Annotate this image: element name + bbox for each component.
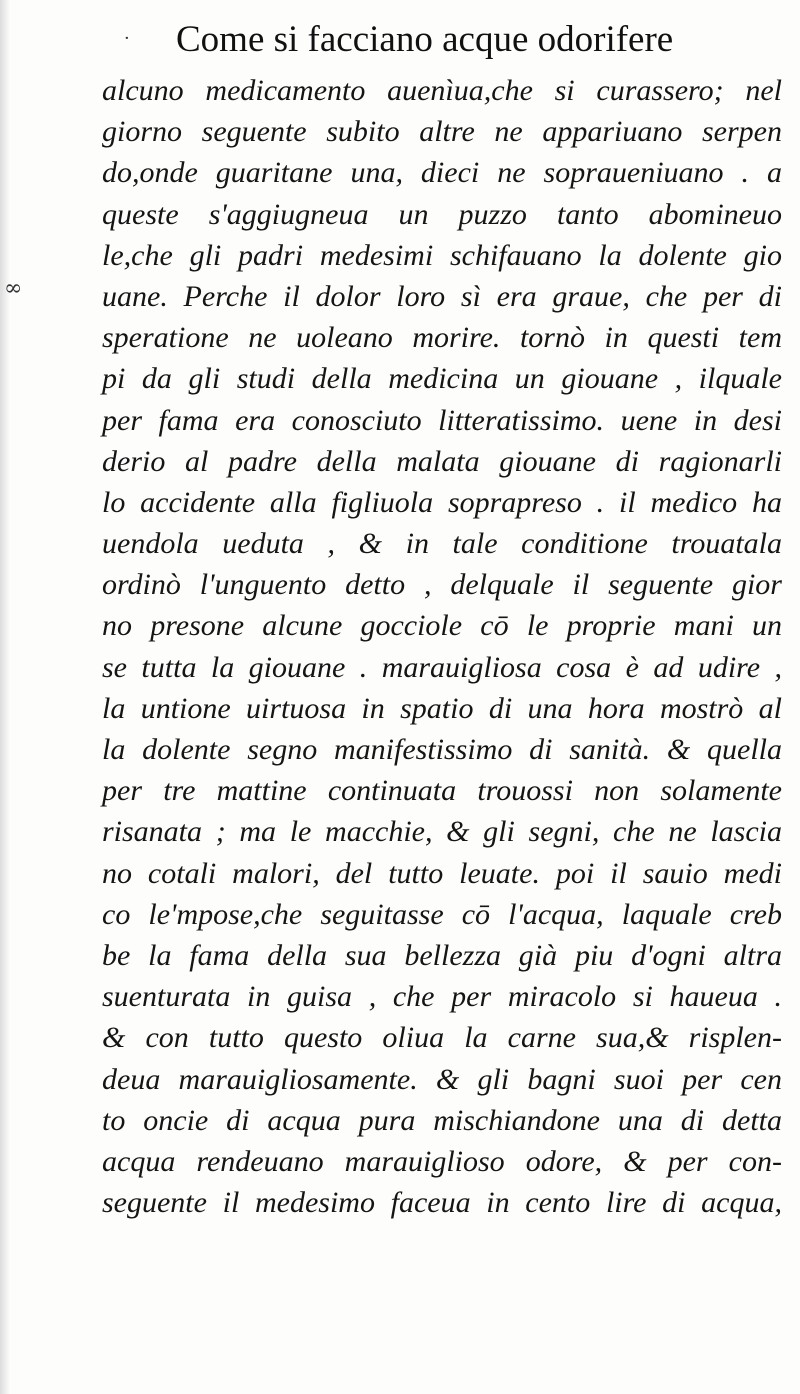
text-line: lo accidente alla figliuola soprapreso . il medico ha bbox=[102, 485, 782, 519]
text-line: ordinò l'unguento detto , delquale il seguente gior bbox=[102, 568, 782, 602]
text-line: no cotali malori, del tutto leuate. poi il sauio medi bbox=[102, 856, 782, 890]
text-line: do,onde guaritane una, dieci ne sopraueniuano . a bbox=[102, 156, 782, 190]
text-line: & con tutto questo oliua la carne sua,& risplen- bbox=[102, 1021, 782, 1055]
text-line: pi da gli studi della medicina un giouane , ilquale bbox=[102, 362, 782, 396]
text-line: suenturata in guisa , che per miracolo si haueua . bbox=[102, 980, 782, 1014]
text-line: uendola ueduta , & in tale conditione trouatala bbox=[102, 527, 782, 561]
text-line: to oncie di acqua pura mischiandone una di detta bbox=[102, 1103, 782, 1137]
gutter-shadow bbox=[0, 0, 10, 1394]
left-margin-mark: ∞ bbox=[4, 276, 23, 301]
text-line: risanata ; ma le macchie, & gli segni, che ne lascia bbox=[102, 815, 782, 849]
text-line: le,che gli padri medesimi schifauano la dolente gio bbox=[102, 238, 782, 272]
text-line: no presone alcune gocciole cō le proprie mani un bbox=[102, 609, 782, 643]
text-line: alcuno medicamento auenìua,che si curassero; nel bbox=[102, 74, 782, 107]
text-line: queste s'aggiugneua un puzzo tanto abomineuo bbox=[102, 197, 782, 231]
text-line: giorno seguente subito altre ne appariuano serpen bbox=[102, 115, 782, 149]
header-ornament-dot: · bbox=[124, 28, 130, 49]
text-line: la dolente segno manifestissimo di sanità. & quella bbox=[102, 733, 782, 766]
text-line: co le'mpose,che seguitasse cō l'acqua, laquale creb bbox=[102, 897, 782, 931]
text-line: per tre mattine continuata trouossi non solamente bbox=[102, 774, 782, 808]
text-line: la untione uirtuosa in spatio di una hora mostrò al bbox=[102, 691, 782, 725]
text-line: per fama era conosciuto litteratissimo. uene in desi bbox=[102, 403, 782, 437]
text-line: uane. Perche il dolor loro sì era graue, che per di bbox=[102, 279, 782, 313]
text-line: speratione ne uoleano morire. tornò in questi tem bbox=[102, 321, 782, 355]
text-line: be la fama della sua bellezza già piu d'ogni altra bbox=[102, 938, 782, 972]
text-line: derio al padre della malata giouane di ragionarli bbox=[102, 444, 782, 478]
text-line: seguente il medesimo faceua in cento lire di acqua, bbox=[102, 1186, 782, 1220]
running-title: Come si facciano acque odorifere bbox=[176, 19, 674, 60]
text-line: se tutta la giouane . marauigliosa cosa è ad udire , bbox=[102, 650, 782, 684]
body-text bbox=[102, 70, 782, 1223]
text-line: deua marauigliosamente. & gli bagni suoi per cen bbox=[102, 1062, 782, 1096]
text-line: acqua rendeuano marauiglioso odore, & per con- bbox=[102, 1144, 782, 1178]
